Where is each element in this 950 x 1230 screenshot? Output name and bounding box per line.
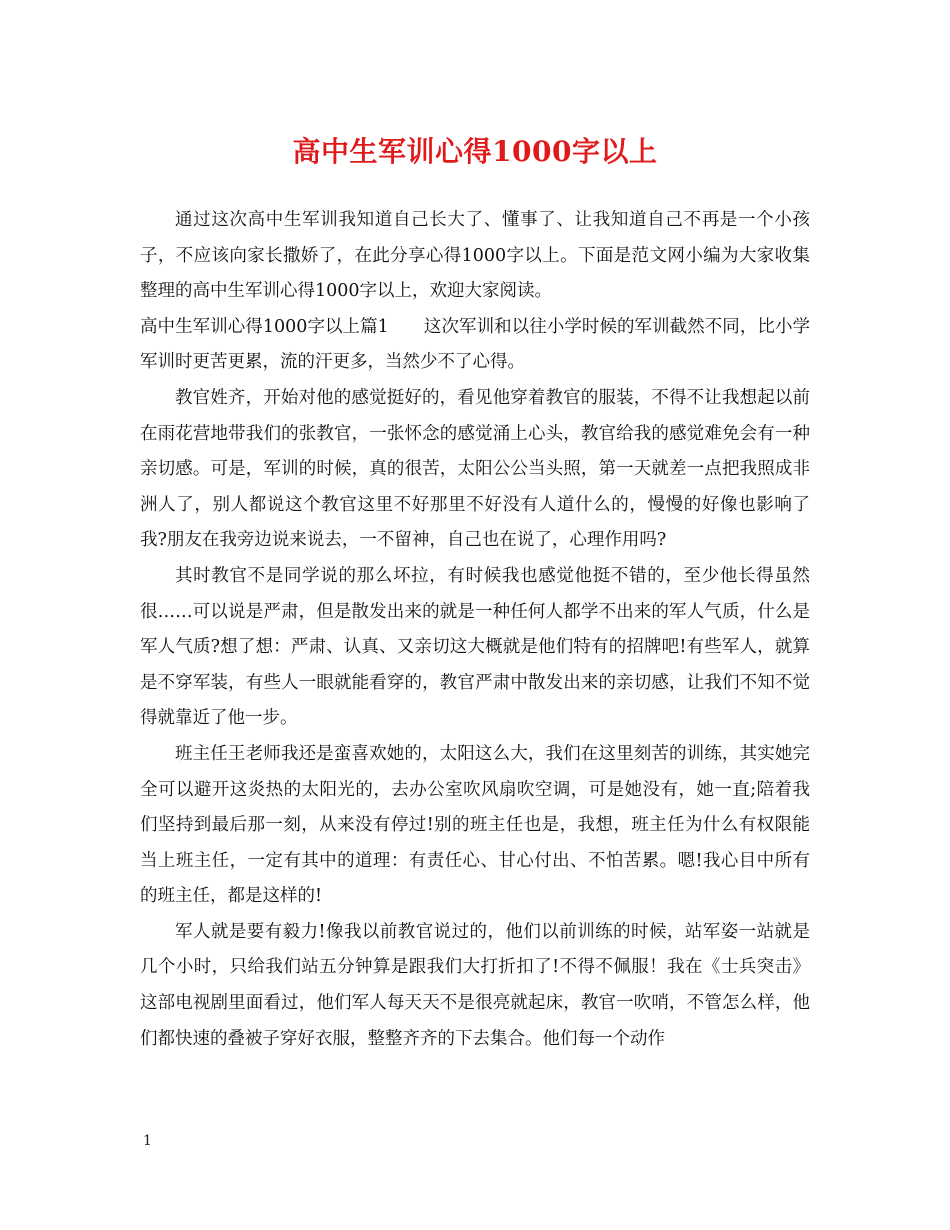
paragraph-section-heading: 高中生军训心得1000字以上篇1 这次军训和以往小学时候的军训截然不同，比小学军训时更苦更累，流的汗更多，当然少不了心得。 (140, 316, 810, 373)
paragraph-head-teacher: 班主任王老师我还是蛮喜欢她的，太阳这么大，我们在这里刻苦的训练，其实她完全可以避开这炎热的太阳光的，去办公室吹风扇吹空调，可是她没有，她一直;陪着我们坚持到最后那一刻，从来没有停过!别的班主任也是，我想，班主任为什么有权限能当上班主任，一定有其中的道理：有责任心、甘心付出、不怕苦累。嗯!我心目中所有的班主任，都是这样的! (140, 743, 810, 907)
paragraph-perseverance: 军人就是要有毅力!像我以前教官说过的，他们以前训练的时候，站军姿一站就是几个小时，只给我们站五分钟算是跟我们大打折扣了!不得不佩服！我在《士兵突击》这部电视剧里面看过，他们军人每天天不是很亮就起床，教官一吹哨，不管怎么样，他们都快速的叠被子穿好衣服，整整齐齐的下去集合。他们每一个动作 (140, 921, 810, 1049)
paragraph-instructor: 教官姓齐，开始对他的感觉挺好的，看见他穿着教官的服装，不得不让我想起以前在雨花营地带我们的张教官，一张怀念的感觉涌上心头，教官给我的感觉难免会有一种亲切感。可是，军训的时候，真的很苦，太阳公公当头照，第一天就差一点把我照成非洲人了，别人都说这个教官这里不好那里不好没有人道什么的，慢慢的好像也影响了我?朋友在我旁边说来说去，一不留神，自己也在说了，心理作用吗? (140, 387, 810, 551)
page-number: 1 (143, 1133, 152, 1149)
document-body (140, 203, 810, 1057)
paragraph-intro: 通过这次高中生军训我知道自己长大了、懂事了、让我知道自己不再是一个小孩子，不应该向家长撒娇了，在此分享心得1000字以上。下面是范文网小编为大家收集整理的高中生军训心得1000字以上，欢迎大家阅读。 (140, 210, 810, 302)
paragraph-military-temperament: 其时教官不是同学说的那么坏拉，有时候我也感觉他挺不错的，至少他长得虽然很……可以说是严肃，但是散发出来的就是一种任何人都学不出来的军人气质，什么是军人气质?想了想：严肃、认真、又亲切这大概就是他们特有的招牌吧!有些军人，就算是不穿军装，有些人一眼就能看穿的，教官严肃中散发出来的亲切感，让我们不知不觉得就靠近了他一步。 (140, 565, 810, 729)
document-title: 高中生军训心得1000字以上 (292, 135, 658, 168)
